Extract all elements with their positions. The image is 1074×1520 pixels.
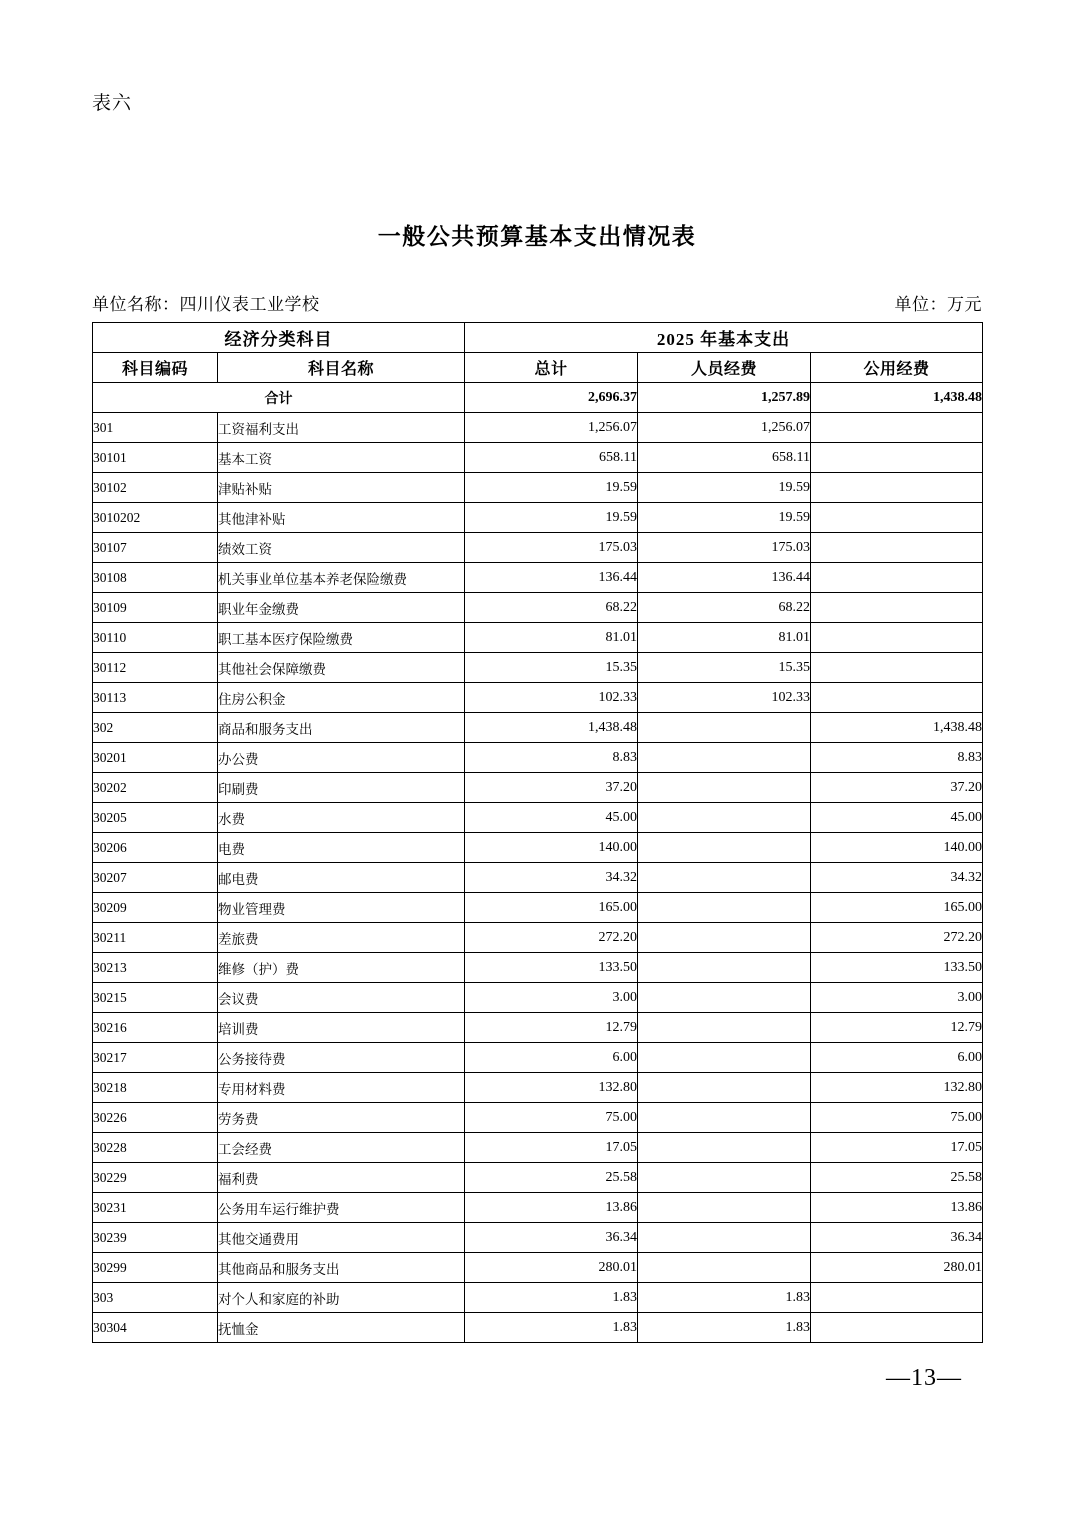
table-row: [93, 1313, 983, 1343]
cell-personnel: [638, 863, 811, 893]
cell-personnel: 1.83: [638, 1313, 811, 1343]
cell-personnel: [638, 953, 811, 983]
table-row: [93, 1163, 983, 1193]
cell-total: 17.05: [465, 1133, 638, 1163]
cell-name: 专用材料费: [218, 1073, 465, 1103]
cell-personnel: 19.59: [638, 473, 811, 503]
cell-name: 商品和服务支出: [218, 713, 465, 743]
cell-personnel: [638, 893, 811, 923]
cell-code: 30201: [93, 743, 218, 773]
header-classification: 经济分类科目: [93, 323, 465, 353]
sheet-label: 表六: [92, 93, 133, 114]
header-expenditure: 2025 年基本支出: [465, 323, 983, 353]
cell-total: 272.20: [465, 923, 638, 953]
cell-personnel: [638, 773, 811, 803]
cell-personnel: [638, 1193, 811, 1223]
column-header-public: 公用经费: [811, 353, 983, 383]
cell-personnel: [638, 803, 811, 833]
table-row: [93, 1043, 983, 1073]
table-row: [93, 503, 983, 533]
cell-personnel: 1,256.07: [638, 413, 811, 443]
cell-name: 绩效工资: [218, 533, 465, 563]
table-row: [93, 533, 983, 563]
cell-personnel: 175.03: [638, 533, 811, 563]
cell-public: 280.01: [811, 1253, 983, 1283]
table-row: [93, 833, 983, 863]
table-row: [93, 473, 983, 503]
cell-name: 对个人和家庭的补助: [218, 1283, 465, 1313]
cell-total: 75.00: [465, 1103, 638, 1133]
cell-total: 658.11: [465, 443, 638, 473]
cell-name: 职工基本医疗保险缴费: [218, 623, 465, 653]
cell-public: 13.86: [811, 1193, 983, 1223]
cell-code: 3010202: [93, 503, 218, 533]
cell-personnel: 136.44: [638, 563, 811, 593]
cell-code: 30108: [93, 563, 218, 593]
cell-public: [811, 1313, 983, 1343]
table-row: [93, 893, 983, 923]
cell-total: 37.20: [465, 773, 638, 803]
cell-total: 1.83: [465, 1283, 638, 1313]
cell-code: 30216: [93, 1013, 218, 1043]
cell-code: 30211: [93, 923, 218, 953]
table-row: [93, 743, 983, 773]
cell-name: 水费: [218, 803, 465, 833]
cell-public: [811, 473, 983, 503]
cell-personnel: 658.11: [638, 443, 811, 473]
cell-code: 30239: [93, 1223, 218, 1253]
cell-code: 30218: [93, 1073, 218, 1103]
cell-total: 165.00: [465, 893, 638, 923]
cell-name: 劳务费: [218, 1103, 465, 1133]
page-number: —13—: [886, 1365, 962, 1391]
cell-name: 差旅费: [218, 923, 465, 953]
total-row-label: 合计: [93, 383, 465, 413]
cell-personnel: [638, 1253, 811, 1283]
cell-code: 30217: [93, 1043, 218, 1073]
column-header-personnel: 人员经费: [638, 353, 811, 383]
cell-total: 68.22: [465, 593, 638, 623]
cell-public: 165.00: [811, 893, 983, 923]
cell-code: 30207: [93, 863, 218, 893]
cell-public: [811, 443, 983, 473]
table-body: [93, 383, 983, 1343]
cell-total: 19.59: [465, 473, 638, 503]
table-row: [93, 983, 983, 1013]
table-row: [93, 1073, 983, 1103]
cell-personnel: [638, 1133, 811, 1163]
table-row: [93, 1013, 983, 1043]
cell-public: 75.00: [811, 1103, 983, 1133]
unit-measure-label: 单位：万元: [894, 295, 982, 314]
cell-public: 45.00: [811, 803, 983, 833]
cell-public: 8.83: [811, 743, 983, 773]
table-row: [93, 653, 983, 683]
cell-name: 印刷费: [218, 773, 465, 803]
cell-total: 13.86: [465, 1193, 638, 1223]
table-row: [93, 1133, 983, 1163]
cell-name: 其他商品和服务支出: [218, 1253, 465, 1283]
cell-total: 12.79: [465, 1013, 638, 1043]
table-row: [93, 953, 983, 983]
cell-code: 301: [93, 413, 218, 443]
cell-code: 30109: [93, 593, 218, 623]
cell-public: 6.00: [811, 1043, 983, 1073]
table-row: [93, 413, 983, 443]
cell-name: 住房公积金: [218, 683, 465, 713]
cell-total: 15.35: [465, 653, 638, 683]
cell-name: 物业管理费: [218, 893, 465, 923]
cell-code: 30209: [93, 893, 218, 923]
cell-total: 19.59: [465, 503, 638, 533]
cell-public: 34.32: [811, 863, 983, 893]
cell-code: 30299: [93, 1253, 218, 1283]
cell-name: 电费: [218, 833, 465, 863]
cell-public: 12.79: [811, 1013, 983, 1043]
table-row: [93, 713, 983, 743]
cell-personnel: 102.33: [638, 683, 811, 713]
table-row: [93, 1223, 983, 1253]
total-row-total: 2,696.37: [465, 383, 638, 413]
cell-personnel: [638, 923, 811, 953]
table-row: [93, 773, 983, 803]
table-row: [93, 623, 983, 653]
column-header-total: 总计: [465, 353, 638, 383]
table-row: [93, 563, 983, 593]
table-row: [93, 593, 983, 623]
cell-total: 25.58: [465, 1163, 638, 1193]
table-row: [93, 1103, 983, 1133]
cell-personnel: [638, 1013, 811, 1043]
cell-public: 140.00: [811, 833, 983, 863]
cell-personnel: [638, 833, 811, 863]
cell-total: 132.80: [465, 1073, 638, 1103]
cell-public: [811, 623, 983, 653]
cell-public: 3.00: [811, 983, 983, 1013]
cell-code: 30206: [93, 833, 218, 863]
cell-name: 工资福利支出: [218, 413, 465, 443]
cell-public: 36.34: [811, 1223, 983, 1253]
cell-name: 培训费: [218, 1013, 465, 1043]
cell-name: 维修（护）费: [218, 953, 465, 983]
total-row-public: 1,438.48: [811, 383, 983, 413]
cell-total: 136.44: [465, 563, 638, 593]
cell-code: 30202: [93, 773, 218, 803]
cell-total: 8.83: [465, 743, 638, 773]
unit-name-label: 单位名称：四川仪表工业学校: [92, 295, 320, 314]
table-row: [93, 443, 983, 473]
cell-code: 30113: [93, 683, 218, 713]
cell-public: [811, 683, 983, 713]
cell-code: 30304: [93, 1313, 218, 1343]
budget-table: [92, 322, 983, 1343]
cell-public: [811, 563, 983, 593]
cell-total: 45.00: [465, 803, 638, 833]
cell-total: 36.34: [465, 1223, 638, 1253]
cell-total: 6.00: [465, 1043, 638, 1073]
cell-personnel: 1.83: [638, 1283, 811, 1313]
cell-code: 30228: [93, 1133, 218, 1163]
total-row-personnel: 1,257.89: [638, 383, 811, 413]
meta-row: [92, 290, 982, 315]
cell-code: 30231: [93, 1193, 218, 1223]
cell-personnel: 68.22: [638, 593, 811, 623]
cell-code: 30101: [93, 443, 218, 473]
cell-name: 其他津补贴: [218, 503, 465, 533]
cell-public: 272.20: [811, 923, 983, 953]
cell-total: 133.50: [465, 953, 638, 983]
cell-code: 30112: [93, 653, 218, 683]
cell-total: 34.32: [465, 863, 638, 893]
cell-code: 30226: [93, 1103, 218, 1133]
cell-code: 30215: [93, 983, 218, 1013]
cell-personnel: [638, 1043, 811, 1073]
column-header-code: 科目编码: [93, 353, 218, 383]
table-row: [93, 1193, 983, 1223]
cell-name: 办公费: [218, 743, 465, 773]
cell-name: 工会经费: [218, 1133, 465, 1163]
cell-code: 30205: [93, 803, 218, 833]
cell-name: 基本工资: [218, 443, 465, 473]
table-column-header-row: [93, 353, 983, 383]
cell-name: 抚恤金: [218, 1313, 465, 1343]
cell-code: 30213: [93, 953, 218, 983]
cell-public: 37.20: [811, 773, 983, 803]
table-row: [93, 1253, 983, 1283]
cell-code: 30110: [93, 623, 218, 653]
cell-public: [811, 1283, 983, 1313]
cell-public: 17.05: [811, 1133, 983, 1163]
cell-public: 25.58: [811, 1163, 983, 1193]
cell-total: 1.83: [465, 1313, 638, 1343]
cell-personnel: [638, 1103, 811, 1133]
page-title: 一般公共预算基本支出情况表: [377, 224, 697, 249]
cell-name: 津贴补贴: [218, 473, 465, 503]
cell-name: 其他社会保障缴费: [218, 653, 465, 683]
cell-personnel: [638, 1073, 811, 1103]
cell-personnel: [638, 983, 811, 1013]
cell-total: 81.01: [465, 623, 638, 653]
table-row: [93, 803, 983, 833]
cell-name: 会议费: [218, 983, 465, 1013]
cell-personnel: [638, 743, 811, 773]
cell-personnel: [638, 1163, 811, 1193]
cell-public: [811, 653, 983, 683]
cell-public: [811, 533, 983, 563]
cell-total: 102.33: [465, 683, 638, 713]
cell-public: 133.50: [811, 953, 983, 983]
cell-name: 福利费: [218, 1163, 465, 1193]
cell-personnel: 81.01: [638, 623, 811, 653]
cell-public: 1,438.48: [811, 713, 983, 743]
cell-total: 3.00: [465, 983, 638, 1013]
cell-total: 140.00: [465, 833, 638, 863]
table-row: [93, 1283, 983, 1313]
cell-name: 其他交通费用: [218, 1223, 465, 1253]
cell-name: 公务接待费: [218, 1043, 465, 1073]
table-total-row: [93, 383, 983, 413]
cell-name: 职业年金缴费: [218, 593, 465, 623]
cell-total: 1,256.07: [465, 413, 638, 443]
table-row: [93, 923, 983, 953]
cell-total: 175.03: [465, 533, 638, 563]
cell-name: 邮电费: [218, 863, 465, 893]
cell-name: 公务用车运行维护费: [218, 1193, 465, 1223]
cell-public: [811, 593, 983, 623]
cell-total: 280.01: [465, 1253, 638, 1283]
cell-personnel: [638, 713, 811, 743]
cell-public: 132.80: [811, 1073, 983, 1103]
column-header-name: 科目名称: [218, 353, 465, 383]
cell-personnel: [638, 1223, 811, 1253]
cell-personnel: 15.35: [638, 653, 811, 683]
cell-total: 1,438.48: [465, 713, 638, 743]
cell-public: [811, 503, 983, 533]
cell-public: [811, 413, 983, 443]
cell-code: 302: [93, 713, 218, 743]
cell-code: 303: [93, 1283, 218, 1313]
cell-code: 30102: [93, 473, 218, 503]
table-row: [93, 683, 983, 713]
cell-name: 机关事业单位基本养老保险缴费: [218, 563, 465, 593]
cell-personnel: 19.59: [638, 503, 811, 533]
cell-code: 30229: [93, 1163, 218, 1193]
table-row: [93, 863, 983, 893]
table-group-header-row: [93, 323, 983, 353]
cell-code: 30107: [93, 533, 218, 563]
